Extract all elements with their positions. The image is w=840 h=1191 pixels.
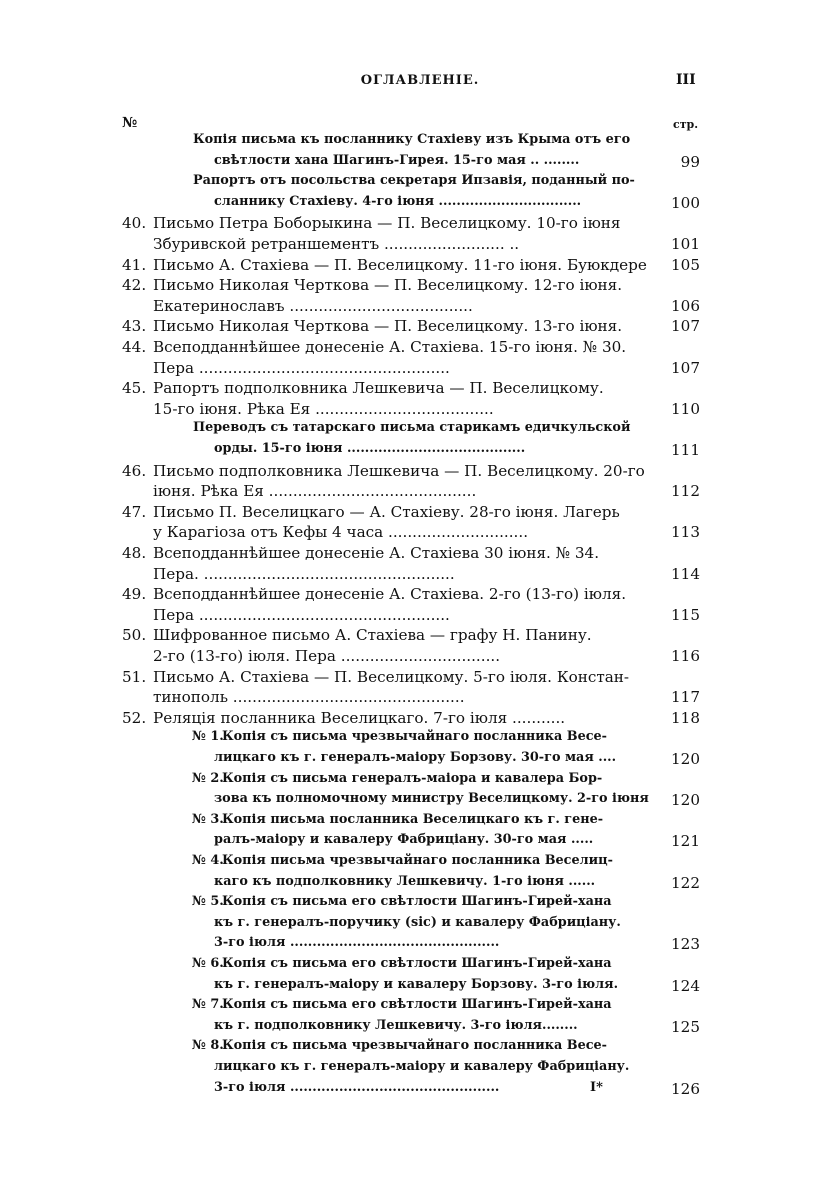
toc-entry — [0, 626, 840, 667]
entry-text: Письмо подполковника Лешкевича — П. Веселицкому. 20-го — [153, 461, 645, 480]
toc-line — [0, 791, 840, 811]
toc-entry — [0, 729, 840, 770]
toc-line — [0, 606, 840, 626]
entry-number: 45. — [122, 379, 147, 398]
page-header-title: ОГЛАВЛЕНІЕ. — [360, 73, 480, 88]
toc-line — [0, 1080, 840, 1100]
entry-text: Збуривской ретраншементъ ......................... .. — [153, 234, 520, 253]
entry-number: 51. — [122, 667, 147, 686]
entry-page-number: 117 — [671, 688, 700, 707]
entry-text: Письмо А. Стахіева — П. Веселицкому. 11-го іюня. Буюкдере — [153, 255, 647, 274]
toc-line — [0, 214, 840, 234]
entry-text: Копія письма чрезвычайнаго посланника Веселиц- — [222, 853, 613, 868]
entry-page-number: 122 — [671, 873, 700, 892]
toc-line — [0, 915, 840, 935]
entry-text: къ г. генералъ-маіору и кавалеру Борзову. 3-го іюля. — [214, 976, 619, 992]
toc-line — [0, 832, 840, 852]
entry-text: Копія съ письма генералъ-маіора и кавалера Бор- — [222, 770, 603, 786]
toc-line — [0, 977, 840, 997]
toc-line — [0, 523, 840, 543]
entry-number: 43. — [122, 317, 147, 336]
toc-line — [0, 132, 840, 152]
entry-text: сланнику Стахіеву. 4-го іюня ................................ — [214, 193, 582, 209]
entry-page-number: 100 — [671, 193, 700, 212]
entry-text: свѣтлости хана Шагинъ-Гирея. 15-го мая .. ........ — [214, 152, 580, 168]
toc-entry — [0, 997, 840, 1038]
entry-page-number: 111 — [671, 440, 700, 459]
entry-number: 44. — [122, 338, 147, 356]
entry-text: Шифрованное письмо А. Стахіева — графу Н. Панину. — [153, 626, 592, 645]
toc-line — [0, 503, 840, 523]
toc-entry — [0, 503, 840, 544]
toc-line — [0, 874, 840, 894]
toc-line — [0, 420, 840, 440]
entry-text: Всеподданнѣйшее донесеніе А. Стахіева. 15-го іюня. № 30. — [153, 338, 627, 356]
entry-text: Письмо П. Веселицкаго — А. Стахіеву. 28-го іюня. Лагерь — [153, 502, 620, 521]
toc-entry — [0, 585, 840, 626]
entry-text: Пера .................................................... — [153, 605, 450, 624]
toc-entry — [0, 894, 840, 956]
toc-line — [0, 194, 840, 214]
entry-number: 47. — [122, 502, 147, 521]
toc-entry — [0, 420, 840, 461]
entry-text: іюня. Рѣка Ея ........................................... — [153, 482, 477, 501]
toc-entry — [0, 276, 840, 317]
toc-entry — [0, 668, 840, 709]
entry-number: 49. — [122, 585, 147, 604]
toc-line — [0, 256, 840, 276]
entry-text: Рапортъ отъ посольства секретаря Ипзавія, поданный по- — [193, 173, 635, 189]
entry-text: 3-го іюля ............................................... — [214, 1079, 500, 1095]
entry-text: каго къ подполковнику Лешкевичу. 1-го іюня ...... — [214, 873, 596, 889]
toc-entry — [0, 338, 840, 379]
toc-line — [0, 894, 840, 914]
entry-number: 41. — [122, 255, 147, 274]
entry-text: Копія письма къ посланнику Стахіеву изъ Крыма отъ его — [193, 132, 631, 147]
entry-text: лицкаго къ г. генералъ-маіору Борзову. 30-го мая .... — [214, 749, 617, 765]
toc-line — [0, 812, 840, 832]
toc-line — [0, 359, 840, 379]
toc-entry — [0, 173, 840, 214]
toc-line — [0, 462, 840, 482]
toc-line — [0, 482, 840, 502]
toc-line — [0, 1038, 840, 1058]
toc-entry — [0, 544, 840, 585]
entry-page-number: 125 — [671, 1017, 700, 1036]
entry-text: 3-го іюля ............................................... — [214, 935, 500, 951]
entry-page-number: 114 — [671, 564, 700, 583]
toc-line — [0, 750, 840, 770]
toc-entry — [0, 379, 840, 420]
entry-text: Пера. .................................................... — [153, 564, 455, 583]
toc-line — [0, 626, 840, 646]
toc-line — [0, 173, 840, 193]
toc-line — [0, 729, 840, 749]
toc-line — [0, 668, 840, 688]
entry-text: Копія съ письма его свѣтлости Шагинъ-Гирей-хана — [222, 894, 612, 910]
toc-entry — [0, 812, 840, 853]
toc-entry — [0, 462, 840, 503]
entry-page-number: 120 — [671, 791, 700, 810]
entry-page-number: 124 — [671, 976, 700, 995]
toc-entry — [0, 317, 840, 338]
toc-entry — [0, 709, 840, 730]
entry-number: 52. — [122, 708, 147, 727]
entry-text: Письмо А. Стахіева — П. Веселицкому. 5-го іюля. Констан- — [153, 667, 630, 686]
toc-line — [0, 544, 840, 564]
entry-page-number: 116 — [671, 646, 700, 665]
entry-number: № 3. — [192, 811, 224, 827]
entry-text: Переводъ съ татарскаго письма старикамъ едичкульской — [193, 420, 631, 436]
toc-entry — [0, 853, 840, 894]
entry-text: къ г. генералъ-поручику (sic) и кавалеру Фабриціану. — [214, 914, 621, 930]
entry-text: зова къ полномочному министру Веселицкому. 2-го іюня — [214, 791, 649, 807]
entry-text: у Карагіоза отъ Кефы 4 часа ............................. — [153, 523, 529, 542]
entry-page-number: 99 — [680, 152, 700, 171]
entry-text: Письмо Петра Боборыкина — П. Веселицкому. 10-го іюня — [153, 214, 621, 233]
toc-line — [0, 400, 840, 420]
entry-number: 46. — [122, 461, 147, 480]
entry-number: № 6. — [192, 956, 224, 971]
entry-page-number: 101 — [671, 234, 700, 253]
entry-text: Копія съ письма его свѣтлости Шагинъ-Гирей-хана — [222, 997, 612, 1013]
entry-page-number: 120 — [671, 749, 700, 768]
column-number-label: № — [122, 115, 138, 131]
entry-page-number: 110 — [671, 399, 700, 418]
toc-line — [0, 935, 840, 955]
toc-entry — [0, 132, 840, 173]
entry-text: Пера .................................................... — [153, 358, 450, 377]
toc-entry — [0, 956, 840, 997]
entry-text: Рапортъ подполковника Лешкевича — П. Веселицкому. — [153, 379, 604, 398]
toc-line — [0, 647, 840, 667]
toc-line — [0, 379, 840, 399]
toc-line — [0, 771, 840, 791]
toc-line — [0, 565, 840, 585]
entry-page-number: 112 — [671, 482, 700, 501]
entry-number: № 5. — [192, 894, 224, 910]
entry-text: Копія съ письма чрезвычайнаго посланника Весе- — [222, 729, 607, 745]
entry-text: Письмо Николая Черткова — П. Веселицкому. 13-го іюня. — [153, 317, 623, 336]
entry-page-number: 105 — [671, 255, 700, 274]
entry-text: Копія съ письма чрезвычайнаго посланника Весе- — [222, 1038, 607, 1054]
toc-line — [0, 688, 840, 708]
toc-line — [0, 853, 840, 873]
entry-number: № 7. — [192, 997, 224, 1013]
entry-text: Копія письма посланника Веселицкаго къ г. гене- — [222, 811, 604, 827]
entry-number: 48. — [122, 544, 147, 562]
entry-page-number: 115 — [671, 605, 700, 624]
entry-number: № 1. — [192, 729, 224, 745]
toc-line — [0, 441, 840, 461]
entry-number: № 4. — [192, 853, 224, 868]
signature-mark: I* — [590, 1080, 603, 1095]
entry-text: ралъ-маіору и кавалеру Фабриціану. 30-го мая ..... — [214, 832, 594, 848]
toc-line — [0, 709, 840, 729]
entry-text: Екатеринославъ ...................................... — [153, 296, 473, 315]
toc-entry — [0, 1038, 840, 1100]
entry-number: № 8. — [192, 1038, 224, 1054]
toc-line — [0, 153, 840, 173]
entry-text: Всеподданнѣйшее донесеніе А. Стахіева 30 іюня. № 34. — [153, 544, 600, 562]
toc-line — [0, 276, 840, 296]
toc-line — [0, 997, 840, 1017]
column-page-label: стр. — [673, 118, 699, 131]
toc-line — [0, 317, 840, 337]
entry-page-number: 107 — [671, 358, 700, 377]
toc-line — [0, 338, 840, 358]
entry-text: Всеподданнѣйшее донесеніе А. Стахіева. 2-го (13-го) іюля. — [153, 585, 627, 604]
entry-page-number: 113 — [671, 523, 700, 542]
entry-text: орды. 15-го іюня ........................................ — [214, 440, 526, 456]
toc-line — [0, 585, 840, 605]
toc-entry — [0, 214, 840, 255]
entry-page-number: 107 — [671, 317, 700, 336]
entry-page-number: 106 — [671, 296, 700, 315]
entry-number: 40. — [122, 214, 147, 233]
entry-text: тинополь ................................................ — [153, 688, 465, 707]
entry-text: Реляція посланника Веселицкаго. 7-го іюля ........... — [153, 708, 566, 727]
entry-page-number: 123 — [671, 935, 700, 954]
entry-page-number: 121 — [671, 832, 700, 851]
entry-text: 2-го (13-го) іюля. Пера ................................. — [153, 646, 501, 665]
toc-line — [0, 956, 840, 976]
toc-entry — [0, 771, 840, 812]
entry-text: къ г. подполковнику Лешкевичу. 3-го іюля........ — [214, 1017, 578, 1033]
toc-line — [0, 235, 840, 255]
page-number: III — [676, 72, 696, 88]
entry-number: 42. — [122, 276, 147, 295]
entry-number: 50. — [122, 626, 147, 645]
entry-text: лицкаго къ г. генералъ-маіору и кавалеру Фабриціану. — [214, 1058, 630, 1074]
entry-page-number: 126 — [671, 1079, 700, 1098]
toc-line — [0, 1018, 840, 1038]
toc-line — [0, 1059, 840, 1079]
entry-text: 15-го іюня. Рѣка Ея ..................................... — [153, 399, 494, 418]
entry-text: Письмо Николая Черткова — П. Веселицкому. 12-го іюня. — [153, 276, 623, 295]
entry-text: Копія съ письма его свѣтлости Шагинъ-Гирей-хана — [222, 956, 612, 971]
entry-page-number: 118 — [671, 708, 700, 727]
entry-number: № 2. — [192, 770, 224, 786]
toc-entry — [0, 256, 840, 277]
toc-line — [0, 297, 840, 317]
